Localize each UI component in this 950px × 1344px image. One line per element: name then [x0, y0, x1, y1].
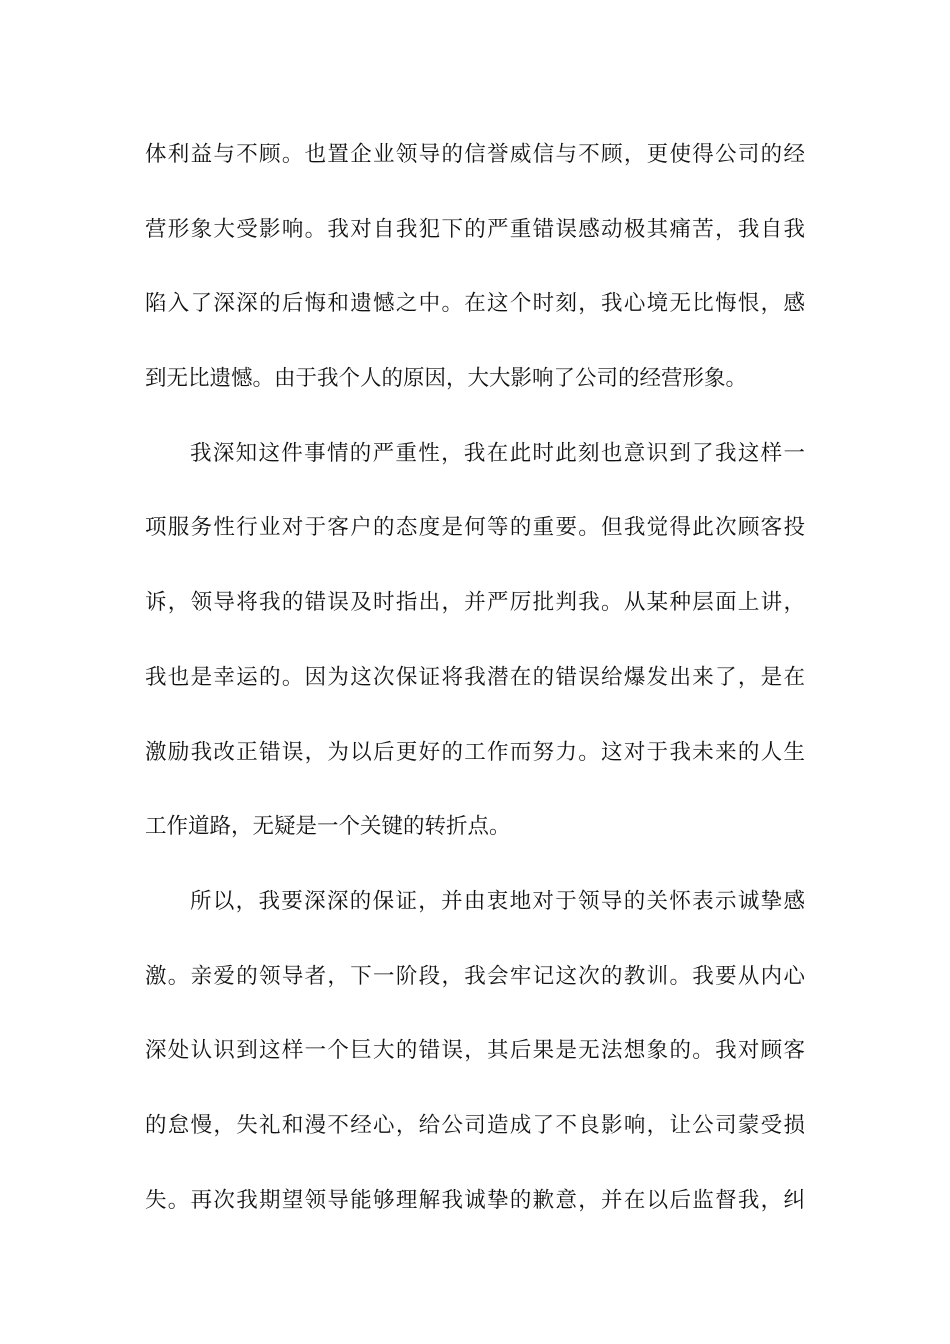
text-line-14: 的怠慢，失礼和漫不经心，给公司造成了不良影响，让公司蒙受损	[145, 1112, 805, 1138]
text-line-9: 激励我改正错误，为以后更好的工作而努力。这对于我未来的人生	[145, 739, 805, 765]
text-line-6: 项服务性行业对于客户的态度是何等的重要。但我觉得此次顾客投	[145, 515, 805, 541]
body-text	[145, 130, 805, 1250]
text-line-8: 我也是幸运的。因为这次保证将我潜在的错误给爆发出来了，是在	[145, 664, 805, 690]
text-line-10: 工作道路，无疑是一个关键的转折点。	[145, 814, 511, 840]
text-line-4: 到无比遗憾。由于我个人的原因，大大影响了公司的经营形象。	[145, 366, 748, 392]
text-line-15: 失。再次我期望领导能够理解我诚挚的歉意，并在以后监督我，纠	[145, 1187, 805, 1213]
text-line-5: 我深知这件事情的严重性，我在此时此刻也意识到了我这样一	[190, 440, 805, 466]
text-line-1: 体利益与不顾。也置企业领导的信誉威信与不顾，更使得公司的经	[145, 142, 805, 167]
text-line-12: 激。亲爱的领导者，下一阶段，我会牢记这次的教训。我要从内心	[145, 963, 805, 989]
text-line-13: 深处认识到这样一个巨大的错误，其后果是无法想象的。我对顾客	[145, 1038, 805, 1064]
text-line-3: 陷入了深深的后悔和遗憾之中。在这个时刻，我心境无比悔恨，感	[145, 291, 805, 317]
text-line-2: 营形象大受影响。我对自我犯下的严重错误感动极其痛苦，我自我	[145, 216, 805, 242]
text-line-11: 所以，我要深深的保证，并由衷地对于领导的关怀表示诚挚感	[190, 888, 805, 914]
text-line-7: 诉，领导将我的错误及时指出，并严厉批判我。从某种层面上讲，	[145, 590, 805, 616]
